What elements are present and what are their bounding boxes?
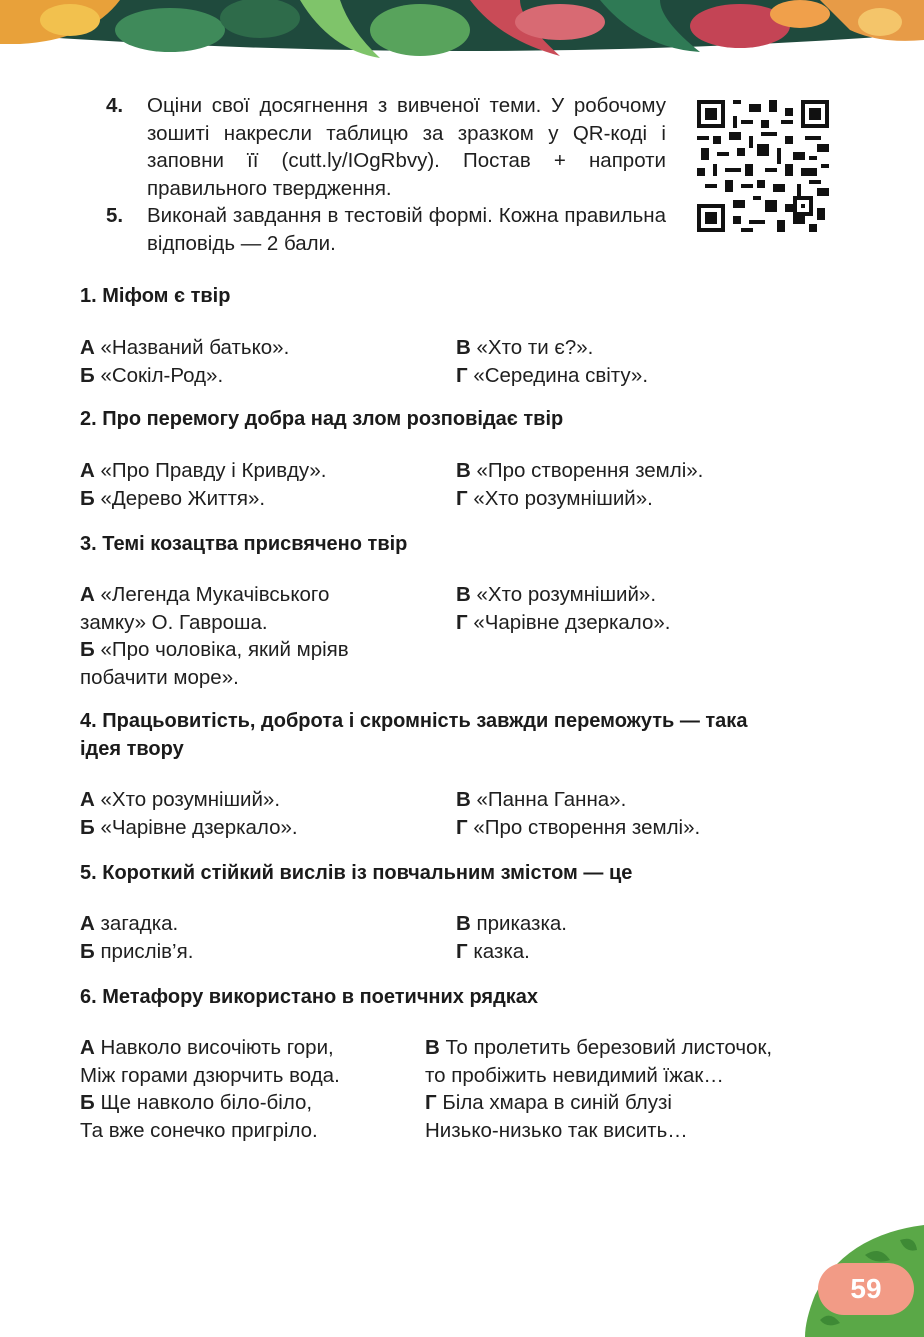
option-a[interactable]: А «Названий батько». (80, 336, 290, 359)
option-h[interactable]: Г Біла хмара в синій блузі (425, 1091, 672, 1114)
page-number: 59 (818, 1263, 914, 1315)
option-v[interactable]: В «Про створення землі». (456, 459, 704, 482)
question-4-right-options (456, 786, 700, 841)
task-5 (106, 202, 666, 257)
option-v[interactable]: В «Хто розумніший». (456, 583, 657, 606)
task-number: 4. (106, 94, 124, 117)
option-b[interactable]: Б «Сокіл-Род». (80, 363, 224, 387)
option-b-continued: Та вже сонечко пригріло. (80, 1118, 318, 1142)
option-v-continued: то пробіжить невидимий їжак… (425, 1063, 724, 1087)
question-2-heading: 2. Про перемогу добра над злом розповідає твір (80, 408, 564, 430)
option-b[interactable]: Б прислів’я. (80, 939, 194, 963)
question-1-right-options (456, 334, 648, 389)
option-b[interactable]: Б «Чарівне дзеркало». (80, 815, 298, 839)
question-2-left-options (80, 457, 327, 512)
question-5-right-options (456, 910, 567, 965)
option-v[interactable]: В «Хто ти є?». (456, 336, 594, 359)
option-h[interactable]: Г «Хто розумніший». (456, 486, 653, 510)
option-a[interactable]: А «Хто розумніший». (80, 788, 281, 811)
option-b[interactable]: Б «Дерево Життя». (80, 486, 266, 510)
option-b[interactable]: Б Ще навколо біло-біло, (80, 1091, 313, 1114)
question-5-heading: 5. Короткий стійкий вислів із повчальним змістом — це (80, 862, 633, 884)
option-a-continued: замку» О. Гавроша. (80, 610, 268, 634)
task-4 (106, 92, 666, 202)
question-4-left-options (80, 786, 298, 841)
question-3-right-options (456, 581, 671, 636)
option-a[interactable]: А Навколо височіють гори, (80, 1036, 334, 1059)
question-4-heading (80, 708, 850, 763)
option-h[interactable]: Г казка. (456, 939, 530, 963)
option-h[interactable]: Г «Чарівне дзеркало». (456, 610, 671, 634)
option-h[interactable]: Г «Середина світу». (456, 363, 649, 387)
qr-code[interactable] (697, 100, 829, 232)
option-v[interactable]: В приказка. (456, 912, 567, 935)
option-a[interactable]: А загадка. (80, 912, 179, 935)
option-a[interactable]: А «Про Правду і Кривду». (80, 459, 327, 482)
option-b[interactable]: Б «Про чоловіка, який мріяв (80, 638, 349, 661)
option-b-continued: побачити море». (80, 665, 239, 689)
option-v[interactable]: В То пролетить березовий листочок, (425, 1036, 773, 1059)
task-text: Оціни свої досягнення з вивченої теми. У робочому зошиті накресли таблицю за зразком у QR-коді і заповни її (cutt.ly/IOgRbvy). Постав + напроти правильного твердження. (147, 94, 666, 200)
task-number: 5. (106, 204, 124, 227)
question-1-left-options (80, 334, 289, 389)
question-2-right-options (456, 457, 703, 512)
question-6-right-options (425, 1034, 772, 1144)
option-v[interactable]: В «Панна Ганна». (456, 788, 627, 811)
question-3-left-options (80, 581, 349, 691)
question-4-heading-line1: 4. Працьовитість, доброта і скромність завжди переможуть — така (80, 710, 748, 732)
task-text: Виконай завдання в тестовій формі. Кожна правильна відповідь — 2 бали. (147, 204, 666, 255)
question-5-left-options (80, 910, 193, 965)
question-1-heading: 1. Міфом є твір (80, 285, 231, 307)
option-h[interactable]: Г «Про створення землі». (456, 815, 701, 839)
question-6-heading: 6. Метафору використано в поетичних рядках (80, 986, 539, 1008)
option-a-continued: Між горами дзюрчить вода. (80, 1063, 340, 1087)
question-6-left-options (80, 1034, 340, 1144)
option-a[interactable]: А «Легенда Мукачівського (80, 583, 330, 606)
option-h-continued: Низько-низько так висить… (425, 1118, 688, 1142)
question-3-heading: 3. Темі козацтва присвячено твір (80, 533, 408, 555)
question-4-heading-line2: ідея твору (80, 737, 184, 760)
floral-banner (0, 0, 924, 62)
